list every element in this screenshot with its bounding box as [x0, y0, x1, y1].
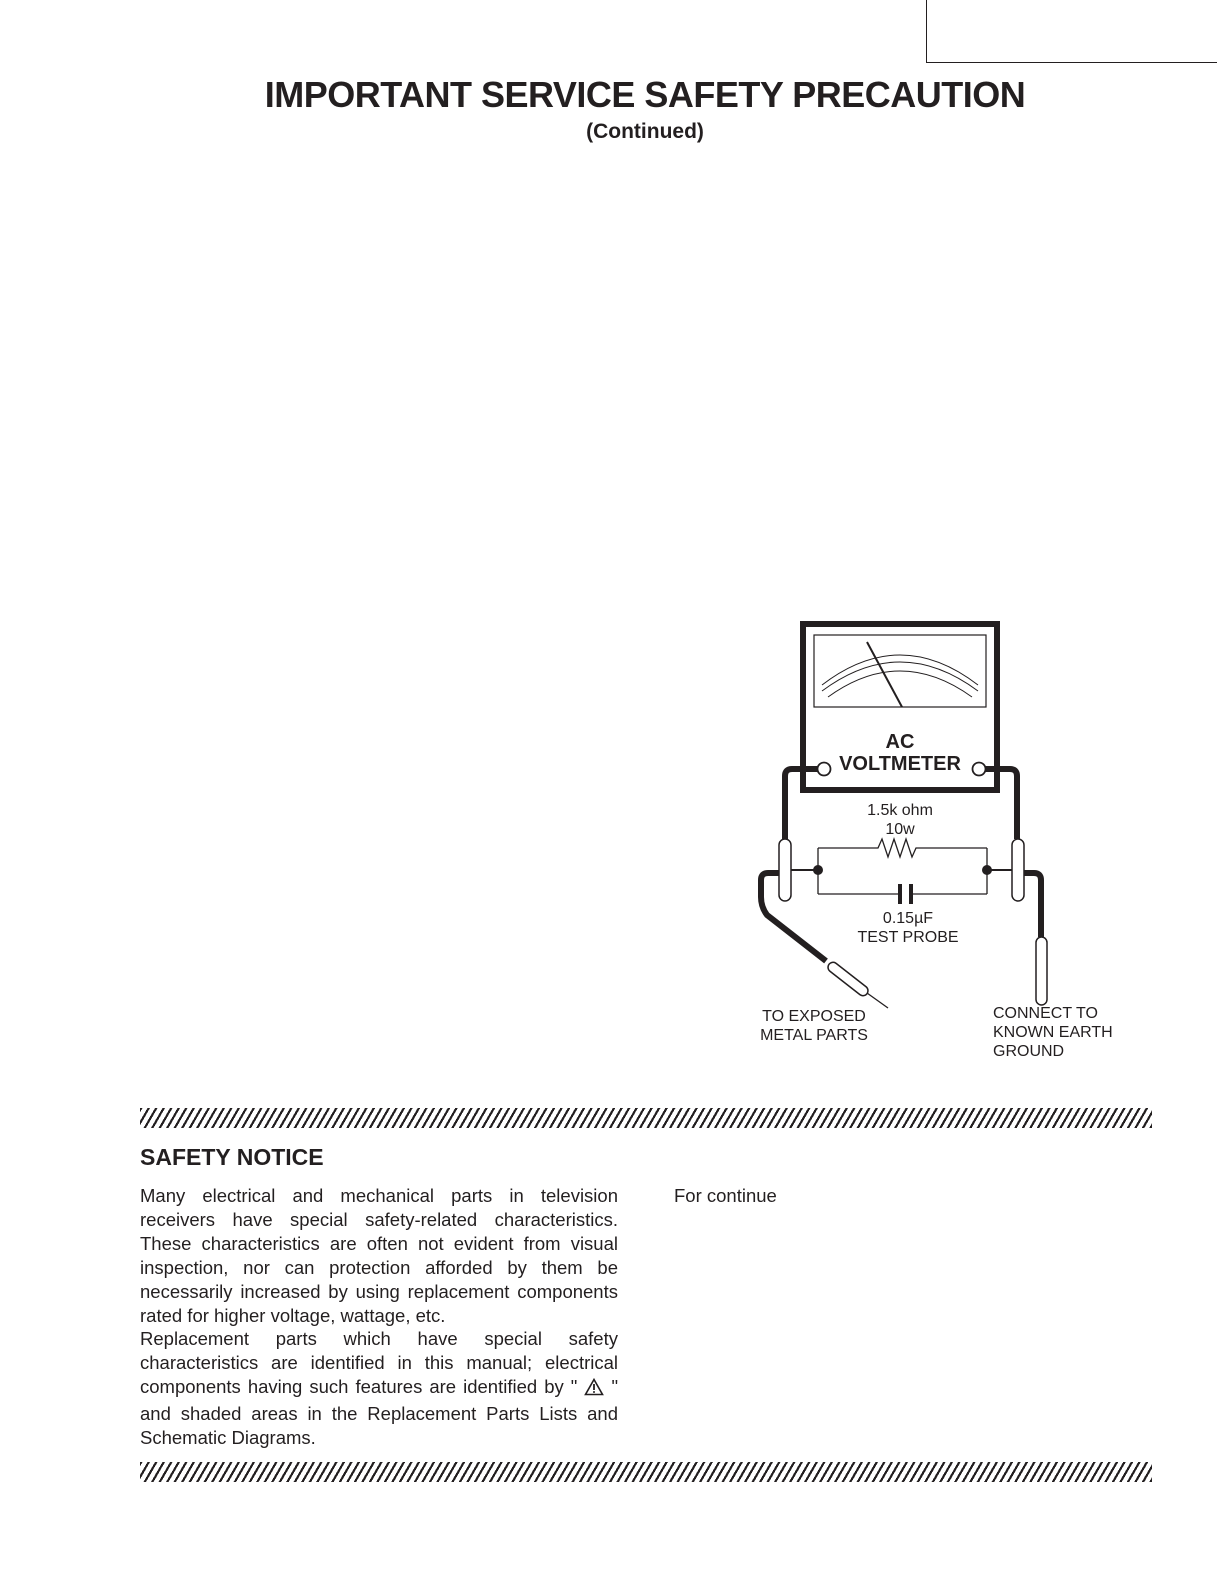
safety-notice-heading: SAFETY NOTICE [140, 1144, 324, 1170]
resistor-symbol [818, 839, 987, 857]
right-terminal [973, 763, 986, 776]
resistor-value-label: 1.5k ohm [867, 802, 933, 819]
safety-notice-body [140, 1184, 618, 1450]
right-probe-body [1012, 839, 1024, 901]
voltmeter-label-line1: AC [885, 731, 915, 753]
dial-scale-arc-outer [822, 655, 978, 685]
right-lead-label: CONNECT TO KNOWN EARTH GROUND [993, 1005, 1113, 1060]
hatch-divider-top [140, 1108, 1152, 1128]
test-probe-tip [867, 993, 888, 1008]
page-title: IMPORTANT SERVICE SAFETY PRECAUTION [264, 74, 1026, 115]
safety-notice-paragraph-2 [140, 1327, 618, 1450]
ground-probe-handle [1036, 937, 1047, 1005]
page-corner-box [926, 0, 1217, 63]
continue-note: For continue [674, 1185, 777, 1206]
voltmeter-test-diagram [740, 615, 1140, 1075]
voltmeter-label [830, 731, 970, 775]
voltmeter-label-line2: VOLTMETER [839, 753, 961, 775]
capacitor-value-label: 0.15µF [882, 910, 934, 927]
safety-notice-paragraph-1: Many electrical and mechanical parts in television receivers have special safety-related characteristics. These characteristics are often not evident from visual inspection, nor can protection afforded by them be necessarily increased by using replacement components rated for higher voltage, wattage, etc. [140, 1185, 618, 1326]
hatch-divider-bottom [140, 1462, 1152, 1482]
paragraph-2-text-after-symbol: " and shaded areas in the Replacement Parts Lists and Schematic Diagrams. [140, 1376, 619, 1449]
page-subtitle: (Continued) [586, 120, 704, 143]
dial-scale-arc-inner [828, 671, 972, 697]
warning-triangle-icon [584, 1378, 604, 1402]
left-probe-lead [761, 873, 826, 961]
right-probe-lead [1024, 873, 1041, 937]
resistor-power-label: 10w [885, 821, 915, 838]
test-probe-label: TEST PROBE [857, 929, 959, 946]
left-lead-label: TO EXPOSED METAL PARTS [760, 1008, 868, 1044]
test-probe-handle [826, 960, 870, 997]
paragraph-2-text-before-symbol: Replacement parts which have special safety characteristics are identified in this manual; electrical components having such features are identified by " [140, 1328, 618, 1398]
right-lead-wire [984, 769, 1017, 839]
dial-scale-arc-mid [822, 662, 978, 691]
left-probe-body [779, 839, 791, 901]
left-terminal [818, 763, 831, 776]
